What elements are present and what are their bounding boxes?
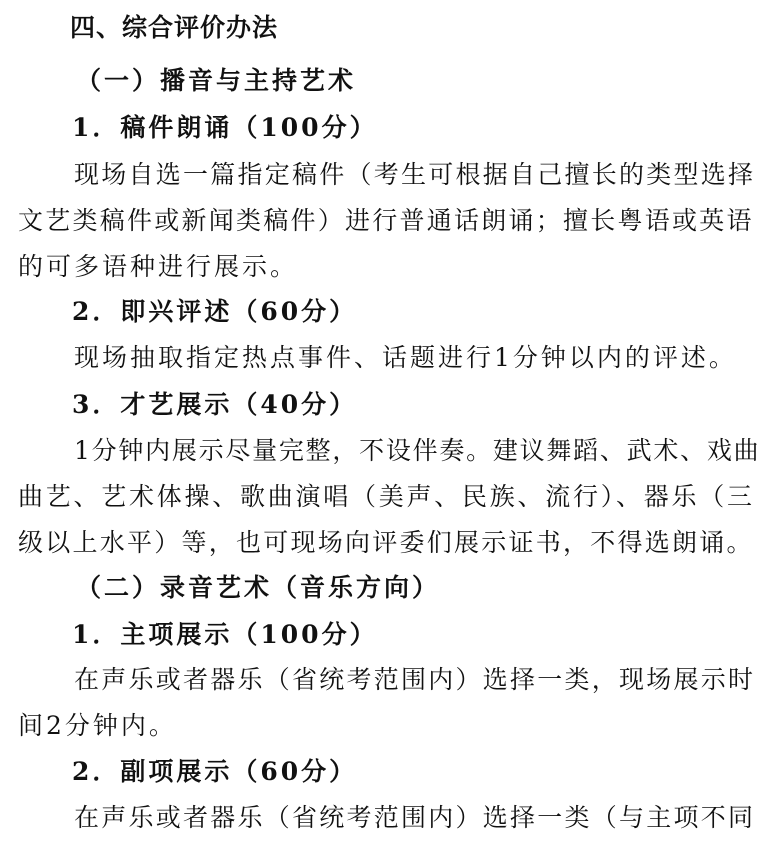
part2-item1-line2: 间2分钟内。 bbox=[18, 711, 177, 740]
part1-item2-line1: 现场抽取指定热点事件、话题进行1分钟以内的评述。 bbox=[74, 343, 737, 372]
part1-item1-title: 1．稿件朗诵（100分） bbox=[72, 113, 378, 142]
part1-item3-line2: 曲艺、艺术体操、歌曲演唱（美声、民族、流行）、器乐（三 bbox=[18, 482, 755, 511]
part2-item1-title: 1．主项展示（100分） bbox=[72, 620, 378, 649]
part2-heading: （二）录音艺术（音乐方向） bbox=[76, 573, 441, 602]
part1-heading: （一）播音与主持艺术 bbox=[76, 66, 357, 95]
part1-item3-title: 3．才艺展示（40分） bbox=[72, 390, 358, 419]
part2-item2-line1: 在声乐或者器乐（省统考范围内）选择一类（与主项不同 bbox=[74, 803, 756, 832]
part2-item1-line1: 在声乐或者器乐（省统考范围内）选择一类，现场展示时 bbox=[74, 665, 756, 694]
part1-item3-line1: 1分钟内展示尽量完整，不设伴奏。建议舞蹈、武术、戏曲 bbox=[74, 436, 761, 465]
part1-item1-line3: 的可多语种进行展示。 bbox=[18, 252, 299, 281]
part1-item2-title: 2．即兴评述（60分） bbox=[72, 297, 358, 326]
part1-item1-line1: 现场自选一篇指定稿件（考生可根据自己擅长的类型选择 bbox=[74, 160, 756, 189]
part2-item2-title: 2．副项展示（60分） bbox=[72, 757, 358, 786]
part1-item1-line2: 文艺类稿件或新闻类稿件）进行普通话朗诵；擅长粤语或英语 bbox=[18, 206, 754, 235]
part1-item3-line3: 级以上水平）等，也可现场向评委们展示证书，不得选朗诵。 bbox=[18, 528, 754, 557]
section-heading: 四、综合评价办法 bbox=[70, 13, 279, 42]
